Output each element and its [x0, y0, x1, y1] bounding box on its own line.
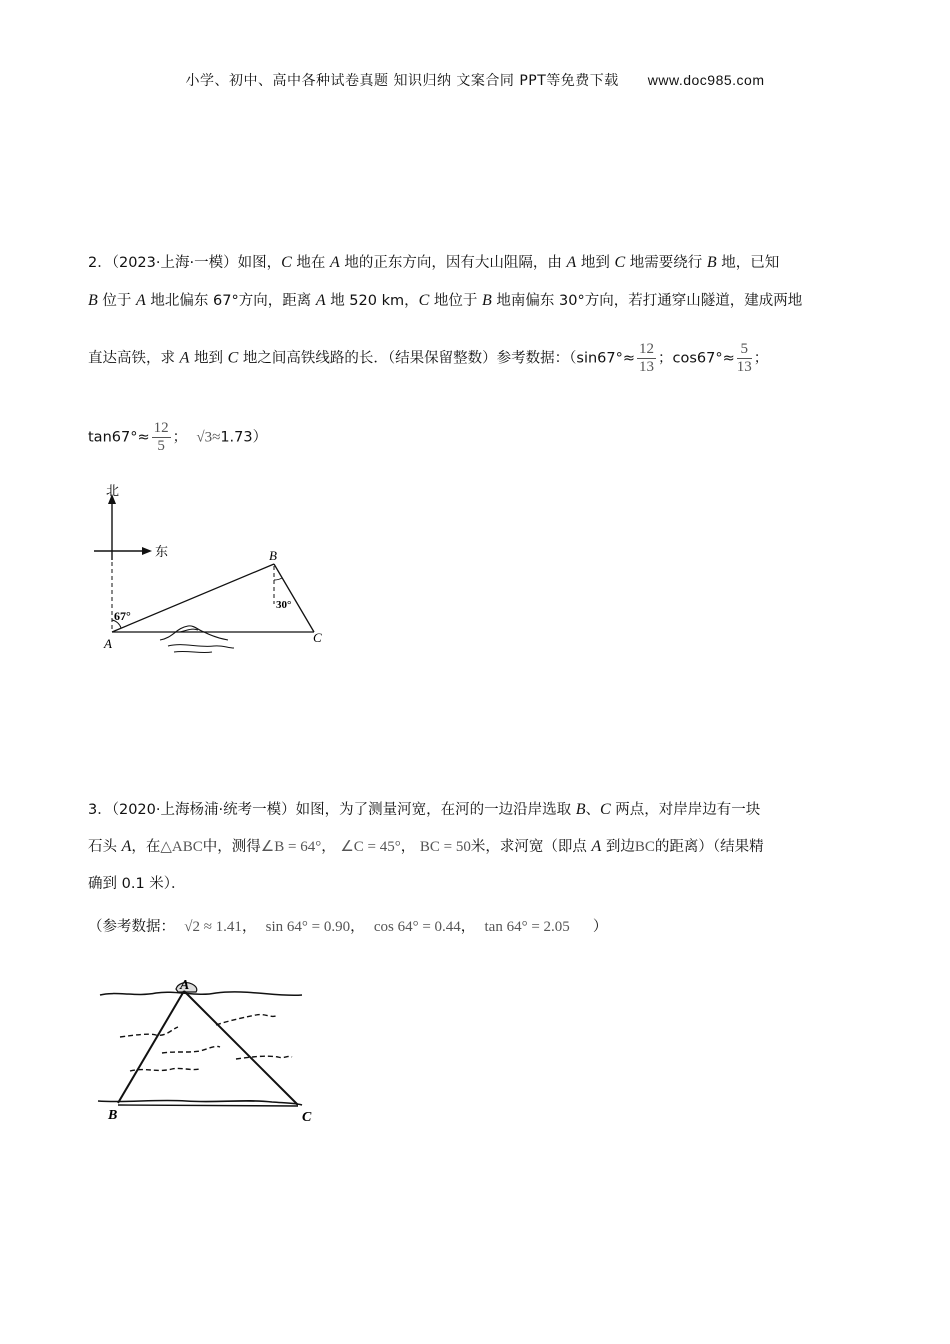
segment-ab	[112, 564, 274, 632]
q2-line-4	[88, 420, 267, 455]
ref-sin64: sin 64° = 0.90	[265, 919, 351, 935]
q3-text: 米，求河宽（即点	[470, 839, 592, 855]
q3-text: 石头	[88, 839, 122, 855]
q2-text: 地到	[189, 350, 228, 367]
q3-text: ，	[460, 919, 476, 935]
water-line-2	[120, 1027, 178, 1037]
q2-text: ；cos67°≈	[658, 350, 735, 367]
frac-den: 13	[639, 359, 655, 375]
ref-sqrt2: √2 ≈ 1.41	[184, 919, 242, 935]
q2-figure	[88, 480, 348, 655]
angle-b: ∠B = 64°	[260, 839, 322, 855]
fraction-5-13	[737, 341, 752, 376]
fraction-12-13	[637, 341, 656, 376]
q2-text: 地北偏东 67°方向，距离	[145, 293, 316, 309]
q2-var-a: A	[315, 292, 326, 309]
mountain-outline	[160, 626, 228, 640]
bottom-riverbank	[98, 1100, 302, 1105]
segment-ac	[184, 991, 298, 1105]
segment-bc	[274, 564, 314, 632]
q3-text: ，	[241, 919, 257, 935]
q2-var-c: C	[418, 292, 430, 309]
frac-den: 5	[157, 438, 165, 454]
point-c-label: C	[302, 1110, 312, 1125]
q2-line-2	[88, 293, 802, 309]
q3-text: ，在	[131, 839, 161, 855]
q3-text: ，	[350, 919, 365, 935]
q3-line-3	[88, 877, 186, 892]
q2-text: 位于	[97, 293, 136, 309]
frac-den: 13	[736, 359, 752, 375]
water-line-3	[162, 1046, 220, 1053]
header-text: 小学、初中、高中各种试卷真题 知识归纳 文案合同 PPT等免费下载	[185, 73, 619, 89]
q3-text: 的距离）（结果精	[654, 839, 764, 855]
q2-text: 地南偏东 30°方向，若打通穿山隧道，建成两地	[491, 293, 803, 309]
sqrt-3: √3	[196, 429, 213, 446]
q2-var-c: C	[281, 254, 292, 271]
q3-var-a: A	[121, 838, 132, 855]
segment-ab	[118, 991, 184, 1103]
q2-text: 地之间高铁线路的长．（结果保留整数）参考数据：（sin67°≈	[238, 350, 636, 367]
ref-cos64: cos 64° = 0.44	[373, 919, 461, 935]
q3-text: 两点，对岸岸边有一块	[610, 802, 761, 818]
q3-text: 到边	[601, 839, 635, 855]
q2-var-b: B	[482, 292, 492, 309]
q3-source: （2020·上海杨浦·统考一模）	[111, 802, 296, 818]
water-line-1	[216, 1015, 278, 1025]
angle-67-label: 67°	[114, 609, 131, 623]
q3-text: ，	[400, 839, 416, 855]
point-a-label: A	[180, 978, 190, 993]
water-line-4	[236, 1056, 292, 1059]
q3-var-b: B	[575, 801, 586, 818]
q3-figure	[96, 975, 316, 1125]
top-riverbank	[100, 992, 302, 995]
q2-line-1	[88, 255, 779, 271]
q2-text: tan67°≈	[88, 429, 150, 446]
q2-var-b: B	[88, 292, 98, 309]
q2-text: 地需要绕行	[625, 255, 707, 271]
page-header	[0, 70, 950, 90]
angle-30-label: 30°	[276, 599, 292, 611]
point-c-label: C	[313, 630, 322, 645]
q3-line-4	[88, 920, 607, 935]
east-arrow-icon	[142, 547, 152, 555]
q3-text: （参考数据：	[88, 919, 175, 935]
ref-tan64: tan 64° = 2.05	[484, 919, 570, 935]
angle-c: ∠C = 45°	[340, 839, 401, 855]
q2-source: （2023·上海·一模）	[111, 255, 238, 271]
segment-bc	[118, 1105, 298, 1106]
q3-text: 中，测得	[202, 839, 261, 855]
river-line-1	[168, 645, 234, 648]
header-site: www.doc985.com	[647, 72, 765, 88]
point-b-label: B	[108, 1108, 118, 1123]
q2-text: 地在	[291, 255, 330, 271]
east-label: 东	[155, 545, 169, 560]
north-label: 北	[106, 484, 120, 499]
frac-num: 5	[737, 341, 752, 359]
frac-num: 12	[639, 341, 655, 357]
bc-length: BC = 50	[419, 839, 471, 855]
q3-text: ）	[592, 919, 608, 935]
water-line-5	[130, 1068, 200, 1071]
q2-number: 2．	[88, 255, 112, 271]
q3-text: 、	[585, 802, 600, 818]
q2-var-a: A	[136, 292, 146, 309]
q2-var-c: C	[227, 349, 239, 367]
point-b-label: B	[269, 548, 277, 563]
q3-line-2	[88, 839, 764, 855]
fraction-12-5	[152, 420, 171, 455]
q2-text: 地的正东方向，因有大山阻隔，由	[339, 255, 567, 271]
q2-text: 地，已知	[716, 255, 780, 271]
point-a-label: A	[104, 636, 112, 651]
q2-text: 地位于	[429, 293, 483, 309]
q3-line-1	[88, 802, 760, 818]
q2-line-3	[88, 341, 768, 376]
river-line-2	[174, 651, 212, 652]
q2-var-a: A	[330, 254, 340, 271]
q3-text: ，	[321, 839, 336, 855]
q2-text: 如图，	[237, 255, 282, 271]
q2-var-a: A	[566, 254, 577, 271]
q2-text: 地到	[576, 255, 615, 271]
q2-var-b: B	[706, 254, 717, 271]
q2-text: ；	[172, 429, 188, 446]
triangle-abc: △ABC	[160, 839, 203, 855]
q2-var-c: C	[614, 254, 626, 271]
q2-text: 地 520 km，	[325, 293, 419, 309]
q3-text: 如图，为了测量河宽，在河的一边沿岸选取	[295, 802, 576, 818]
approx-sign: ≈	[212, 429, 221, 446]
q2-text: ；	[753, 350, 769, 367]
q3-number: 3．	[88, 802, 112, 818]
side-bc: BC	[634, 839, 655, 855]
q3-var-a: A	[591, 838, 602, 855]
q2-var-a: A	[179, 349, 190, 367]
q2-text: 直达高铁，求	[88, 350, 180, 367]
q3-var-c: C	[600, 801, 611, 818]
angle-arc-30	[274, 578, 282, 580]
q3-text: 确到 0.1 米）．	[88, 876, 186, 892]
q2-text: 1.73）	[220, 429, 268, 446]
frac-num: 12	[153, 420, 169, 436]
